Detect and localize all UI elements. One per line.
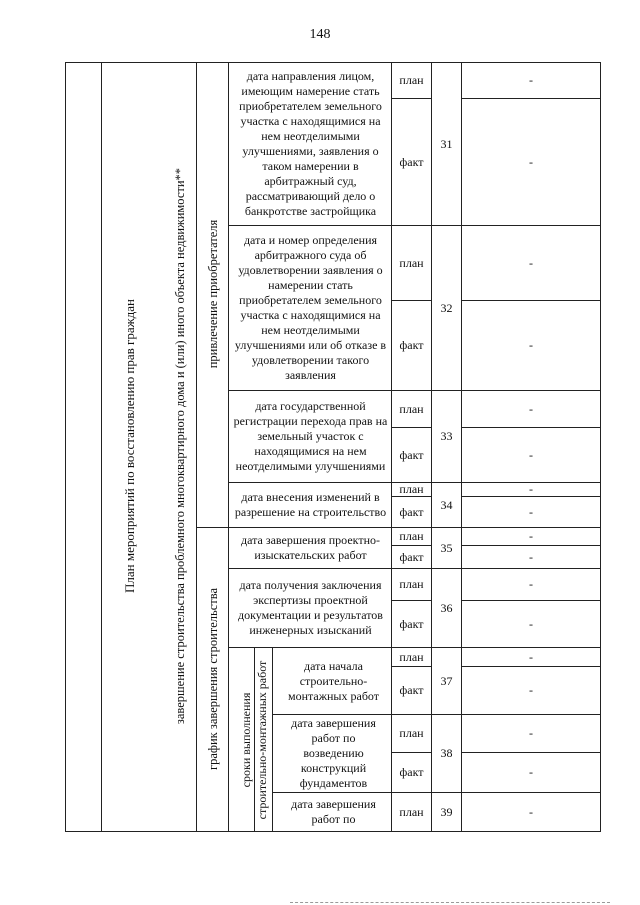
column-divider — [272, 647, 273, 832]
table-border-left — [65, 62, 66, 832]
row-35-plan-value: - — [529, 529, 533, 543]
row-34-plan-value: - — [529, 483, 533, 496]
row-36-plan-value: - — [529, 577, 533, 591]
row-34-fact-value: - — [529, 504, 533, 519]
row-39-number: 39 — [440, 804, 453, 819]
row-33-number: 33 — [440, 429, 453, 443]
row-35-plan-label: план — [399, 529, 424, 543]
row-36-plan-label: план — [399, 577, 424, 591]
row-31-plan-label: план — [399, 73, 424, 87]
row-37-plan-label: план — [399, 649, 424, 664]
row-39-plan-value: - — [529, 804, 533, 819]
row-31-description: дата направления лицом, имеющим намерение стать приобретателем земельного участка с находящимися на нем неотделимыми улучшениями, заявления о таком намерении в арбитражный суд, рассматривающий дело о банкротстве застройщика — [239, 69, 382, 218]
row-32-plan-value: - — [529, 255, 533, 270]
row-34-number: 34 — [440, 497, 453, 512]
row-33-plan-label: план — [399, 401, 424, 416]
row-37-number: 37 — [440, 673, 453, 688]
row-38-fact-value: - — [529, 765, 533, 779]
row-34-plan-label: план — [399, 483, 424, 496]
row-36-fact-label: факт — [399, 616, 424, 631]
row-32-fact-label: факт — [399, 338, 424, 352]
row-33-fact-label: факт — [399, 447, 424, 462]
row-31-number: 31 — [440, 136, 453, 151]
column-divider — [228, 62, 229, 832]
table-border-right — [600, 62, 601, 832]
row-38-plan-value: - — [529, 726, 533, 740]
plan-heading: План мероприятий по восстановлению прав граждан — [122, 299, 137, 593]
row-32-fact-value: - — [529, 338, 533, 352]
row-35-number: 35 — [440, 540, 453, 555]
attract-heading: привлечение приобретателя — [206, 219, 220, 369]
column-divider — [101, 62, 102, 832]
row-33-description: дата государственной регистрации перехода прав на земельный участок с находящимися на нем неотделимыми улучшениями — [233, 399, 388, 473]
row-36-fact-value: - — [529, 616, 533, 631]
row-31-plan-value: - — [529, 73, 533, 87]
row-38-plan-label: план — [399, 726, 424, 740]
row-39-description: дата завершения работ по — [291, 797, 376, 826]
row-37-fact-label: факт — [399, 683, 424, 697]
row-37-plan-value: - — [529, 649, 533, 664]
row-31-fact-value: - — [529, 154, 533, 169]
row-34-description: дата внесения изменений в разрешение на строительство — [234, 490, 387, 519]
row-37-fact-value: - — [529, 683, 533, 697]
schedule-heading: график завершения строительства — [206, 587, 220, 771]
column-divider — [196, 62, 197, 832]
row-38-description: дата завершения работ по возведению конструкций фундаментов — [291, 716, 376, 790]
terms-heading-line2: строительно-монтажных работ — [255, 660, 269, 820]
row-36-description: дата получения заключения экспертизы проектной документации и результатов инженерных изысканий — [238, 578, 383, 637]
terms-heading-line1: сроки выполнения — [239, 692, 253, 788]
row-33-fact-value: - — [529, 447, 533, 462]
row-33-plan-value: - — [529, 401, 533, 416]
row-38-number: 38 — [440, 746, 453, 760]
row-34-fact-label: факт — [399, 504, 424, 519]
row-32-description: дата и номер определения арбитражного суда об удовлетворении заявления о намерении стать приобретателем земельного участка с находящимися на нем неотделимыми улучшениями или об отказе в удовлетворении такого заявления — [234, 233, 387, 382]
row-35-description: дата завершения проектно-изыскательских работ — [241, 533, 380, 562]
row-35-fact-value: - — [529, 549, 533, 564]
row-35-fact-label: факт — [399, 549, 424, 564]
row-38-fact-label: факт — [399, 765, 424, 779]
table-border-bottom — [65, 831, 601, 832]
row-32-plan-label: план — [399, 255, 424, 270]
row-32-number: 32 — [440, 300, 453, 315]
page-number: 148 — [309, 27, 331, 42]
row-36-number: 36 — [440, 600, 453, 615]
page-edge-mark — [290, 902, 610, 903]
row-39-plan-label: план — [399, 804, 424, 819]
goal-heading: завершение строительства проблемного многоквартирного дома и (или) иного объекта недвижимости** — [173, 167, 187, 725]
row-31-fact-label: факт — [399, 154, 424, 169]
row-37-description: дата начала строительно-монтажных работ — [287, 658, 380, 703]
